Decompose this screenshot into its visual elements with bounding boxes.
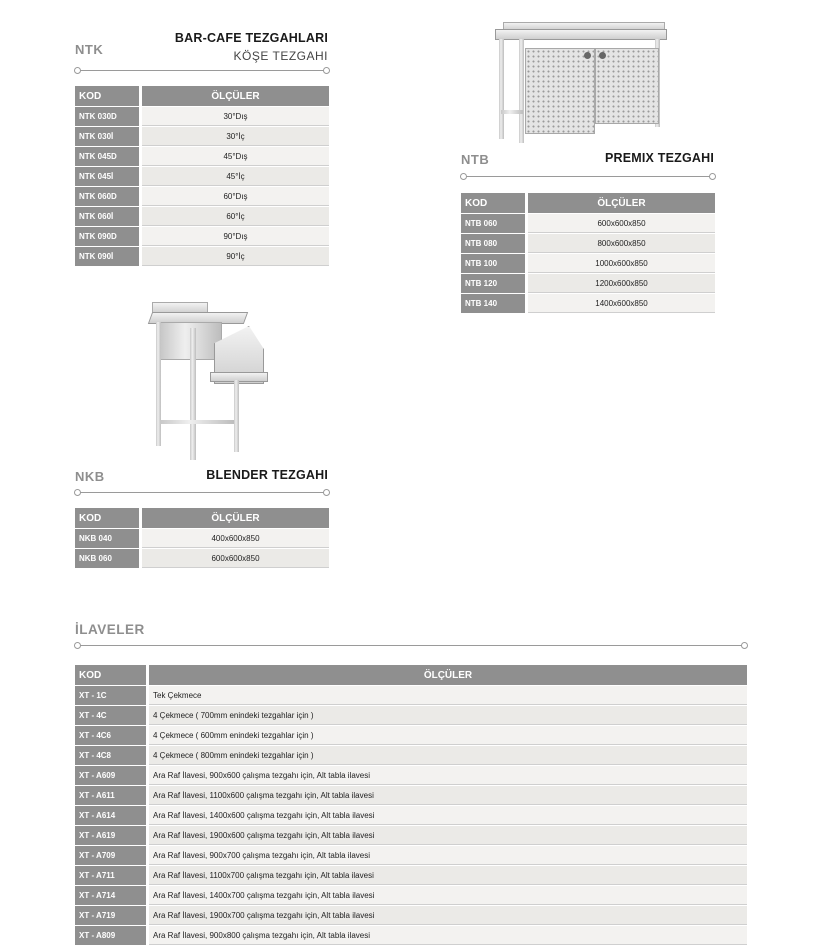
- kod-cell: NTK 090D: [75, 226, 142, 246]
- table-header-row: [461, 193, 715, 213]
- leg-front-right: [234, 380, 239, 452]
- kod-cell: NTK 060D: [75, 186, 142, 206]
- table-row: [461, 213, 715, 233]
- olcu-cell: Ara Raf İlavesi, 1400x600 çalışma tezgahı için, Alt tabla ilavesi: [149, 805, 747, 825]
- table-row: [75, 206, 329, 226]
- table-row: [75, 865, 747, 885]
- olcu-cell: 600x600x850: [142, 548, 329, 568]
- olcu-cell: Ara Raf İlavesi, 1100x700 çalışma tezgahı için, Alt tabla ilavesi: [149, 865, 747, 885]
- olcu-cell: 30°İç: [142, 126, 329, 146]
- table-row: [75, 685, 747, 705]
- olcu-cell: 60°Dış: [142, 186, 329, 206]
- kod-cell: NTB 140: [461, 293, 528, 313]
- olcu-cell: 400x600x850: [142, 528, 329, 548]
- nkb-code-label: NKB: [75, 469, 105, 484]
- nkb-title: BLENDER TEZGAHI: [206, 468, 328, 482]
- kod-cell: NTB 080: [461, 233, 528, 253]
- kod-cell: NTB 100: [461, 253, 528, 273]
- table-row: [461, 273, 715, 293]
- kod-cell: NTB 120: [461, 273, 528, 293]
- olculer-header: ÖLÇÜLER: [149, 665, 747, 685]
- olcu-cell: Tek Çekmece: [149, 685, 747, 705]
- nkb-table: [75, 508, 329, 568]
- olcu-cell: Ara Raf İlavesi, 900x700 çalışma tezgahı için, Alt tabla ilavesi: [149, 845, 747, 865]
- olcu-cell: 4 Çekmece ( 600mm enindeki tezgahlar için ): [149, 725, 747, 745]
- olcu-cell: 1000x600x850: [528, 253, 715, 273]
- kod-cell: NTK 030İ: [75, 126, 142, 146]
- kod-cell: NKB 040: [75, 528, 142, 548]
- ntk-code-label: NTK: [75, 42, 104, 57]
- lower-rail: [501, 110, 523, 114]
- olcu-cell: Ara Raf İlavesi, 900x800 çalışma tezgahı için, Alt tabla ilavesi: [149, 925, 747, 945]
- leg-left: [499, 39, 504, 139]
- ntk-divider: [77, 70, 327, 71]
- olcu-cell: 800x600x850: [528, 233, 715, 253]
- olcu-cell: 4 Çekmece ( 700mm enindeki tezgahlar için ): [149, 705, 747, 725]
- ntk-title: BAR-CAFE TEZGAHLARI: [174, 31, 328, 45]
- kod-cell: XT - 4C: [75, 705, 149, 725]
- kod-cell: XT - A711: [75, 865, 149, 885]
- table-row: [461, 293, 715, 313]
- olcu-cell: Ara Raf İlavesi, 900x600 çalışma tezgahı için, Alt tabla ilavesi: [149, 765, 747, 785]
- kod-cell: XT - A614: [75, 805, 149, 825]
- leg-back-left: [156, 322, 161, 446]
- kod-cell: NTK 045D: [75, 146, 142, 166]
- kod-header: KOD: [75, 508, 142, 528]
- table-row: [461, 233, 715, 253]
- kod-cell: XT - A609: [75, 765, 149, 785]
- table-header-row: [75, 508, 329, 528]
- kod-cell: NKB 060: [75, 548, 142, 568]
- table-row: [75, 725, 747, 745]
- table-row: [75, 106, 329, 126]
- door-left: [525, 48, 595, 134]
- table-row: [75, 805, 747, 825]
- lower-rail: [160, 420, 234, 424]
- premix-counter-image: [495, 22, 665, 147]
- table-row: [75, 765, 747, 785]
- olcu-cell: 90°İç: [142, 246, 329, 266]
- olcu-cell: Ara Raf İlavesi, 1100x600 çalışma tezgahı için, Alt tabla ilavesi: [149, 785, 747, 805]
- table-row: [75, 548, 329, 568]
- olcu-cell: Ara Raf İlavesi, 1400x700 çalışma tezgahı için, Alt tabla ilavesi: [149, 885, 747, 905]
- olculer-header: ÖLÇÜLER: [142, 508, 329, 528]
- kod-cell: NTK 060İ: [75, 206, 142, 226]
- table-row: [75, 905, 747, 925]
- table-row: [75, 146, 329, 166]
- kod-cell: XT - A719: [75, 905, 149, 925]
- blender-counter-image: [148, 302, 270, 462]
- table-row: [75, 925, 747, 945]
- ntb-title: PREMIX TEZGAHI: [604, 151, 714, 165]
- kod-header: KOD: [461, 193, 528, 213]
- table-row: [75, 745, 747, 765]
- ntk-subtitle: KÖŞE TEZGAHI: [233, 49, 328, 63]
- kod-cell: NTK 090İ: [75, 246, 142, 266]
- olculer-header: ÖLÇÜLER: [528, 193, 715, 213]
- lower-shelf: [210, 372, 268, 382]
- table-row: [75, 845, 747, 865]
- table-row: [75, 885, 747, 905]
- table-row: [75, 785, 747, 805]
- ntb-code-label: NTB: [461, 152, 490, 167]
- knob-icon: [599, 52, 606, 59]
- ilaveler-divider: [77, 645, 745, 646]
- table-header-row: [75, 665, 747, 685]
- table-row: [75, 528, 329, 548]
- kod-cell: XT - A619: [75, 825, 149, 845]
- kod-cell: XT - A611: [75, 785, 149, 805]
- olcu-cell: 1400x600x850: [528, 293, 715, 313]
- olcu-cell: 45°Dış: [142, 146, 329, 166]
- knob-icon: [584, 52, 591, 59]
- olcu-cell: 1200x600x850: [528, 273, 715, 293]
- olcu-cell: Ara Raf İlavesi, 1900x700 çalışma tezgahı için, Alt tabla ilavesi: [149, 905, 747, 925]
- ntk-table: [75, 86, 329, 266]
- kod-cell: XT - A714: [75, 885, 149, 905]
- olcu-cell: 4 Çekmece ( 800mm enindeki tezgahlar için ): [149, 745, 747, 765]
- ilaveler-title: İLAVELER: [75, 622, 145, 637]
- olcu-cell: 600x600x850: [528, 213, 715, 233]
- ntb-divider: [463, 176, 713, 177]
- kod-header: KOD: [75, 665, 149, 685]
- kod-cell: NTK 030D: [75, 106, 142, 126]
- table-header-row: [75, 86, 329, 106]
- door-right: [595, 48, 659, 124]
- table-row: [75, 166, 329, 186]
- kod-cell: XT - 4C8: [75, 745, 149, 765]
- kod-cell: NTB 060: [461, 213, 528, 233]
- olcu-cell: 45°İç: [142, 166, 329, 186]
- kod-cell: NTK 045İ: [75, 166, 142, 186]
- olcu-cell: 30°Dış: [142, 106, 329, 126]
- table-row: [75, 126, 329, 146]
- kod-cell: XT - 1C: [75, 685, 149, 705]
- table-row: [75, 705, 747, 725]
- table-row: [75, 825, 747, 845]
- olcu-cell: 60°İç: [142, 206, 329, 226]
- olcu-cell: Ara Raf İlavesi, 1900x600 çalışma tezgahı için, Alt tabla ilavesi: [149, 825, 747, 845]
- kod-cell: XT - A709: [75, 845, 149, 865]
- table-row: [75, 246, 329, 266]
- olculer-header: ÖLÇÜLER: [142, 86, 329, 106]
- leg-front-left: [190, 328, 196, 460]
- kod-header: KOD: [75, 86, 142, 106]
- leg-front: [519, 39, 524, 143]
- table-row: [75, 226, 329, 246]
- nkb-divider: [77, 492, 327, 493]
- kod-cell: XT - 4C6: [75, 725, 149, 745]
- ntb-table: [461, 193, 715, 313]
- ilaveler-table: [75, 665, 747, 945]
- olcu-cell: 90°Dış: [142, 226, 329, 246]
- table-row: [461, 253, 715, 273]
- table-row: [75, 186, 329, 206]
- kod-cell: XT - A809: [75, 925, 149, 945]
